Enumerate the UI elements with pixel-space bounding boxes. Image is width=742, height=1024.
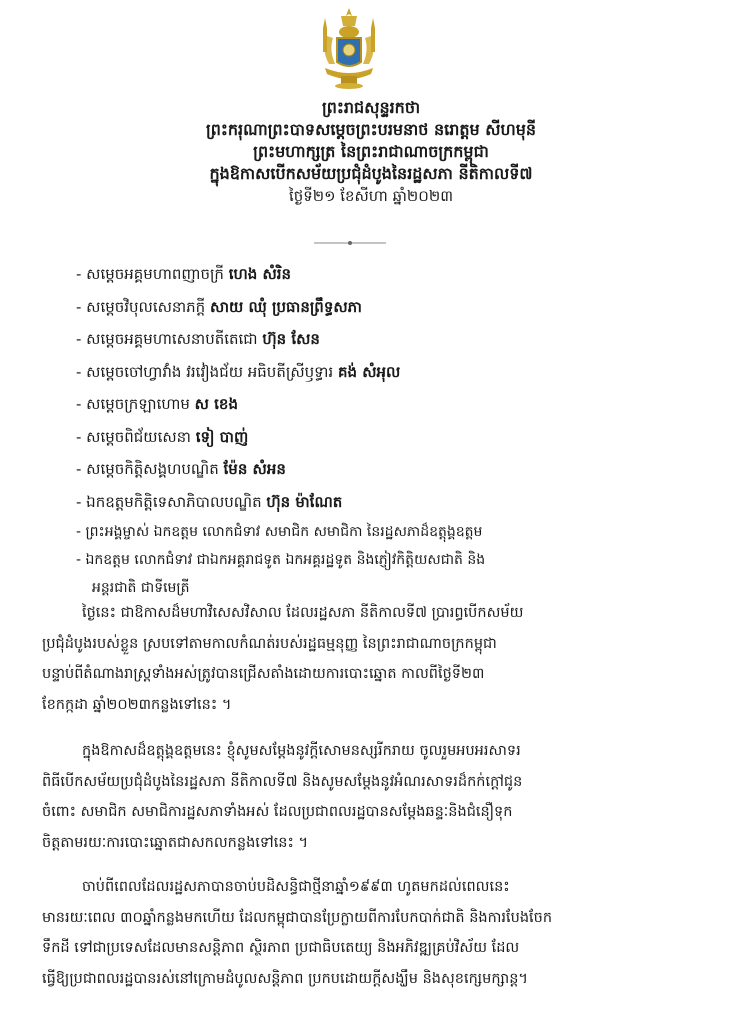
addressee-item: - ឯកឧត្តម លោកជំទាវ ជាឯកអគ្គរាជទូត ឯកអគ្គរដ្ឋទូត និងភ្ញៀវកិត្តិយសជាតិ និង	[76, 552, 486, 568]
addressee-item: - សម្តេចអគ្គមហាពញាចក្រី ហេង សំរិន	[76, 265, 292, 283]
speech-heading	[40, 97, 702, 207]
addressee-list	[76, 258, 716, 602]
paragraph-line: ពិធីបើកសម័យប្រជុំដំបូងនៃរដ្ឋសភា នីតិកាលទី៧ និងសូមសម្តែងនូវអំណរសាទរដ៏កក់ក្តៅជូន	[42, 773, 523, 790]
addressee-item: - សម្តេចអគ្គមហាសេនាបតីតេជោ ហ៊ុន សែន	[76, 330, 320, 348]
addressee-item: - ព្រះអង្គម្ចាស់ ឯកឧត្តម លោកជំទាវ សមាជិក សមាជិកា នៃរដ្ឋសភាដ៏ឧត្តុង្គឧត្តម	[76, 524, 483, 540]
paragraph-line: ធ្វើឱ្យប្រជាពលរដ្ឋបានរស់នៅក្រោមដំបូលសន្តិភាព ប្រកបដោយក្តីសង្ឃឹម និងសុខក្សេមក្សាន្ត។	[42, 970, 528, 987]
paragraph-line: ប្រជុំដំបូងរបស់ខ្លួន ស្របទៅតាមកាលកំណត់របស់រដ្ឋធម្មនុញ្ញ នៃព្រះរាជាណាចក្រកម្ពុជា	[42, 635, 497, 652]
paragraph-line: ចិត្តតាមរយៈការបោះឆ្នោតជាសកលកន្លងទៅនេះ ។	[42, 834, 309, 851]
paragraph-line: ចំពោះ សមាជិក សមាជិការដ្ឋសភាទាំងអស់ ដែលប្រជាពលរដ្ឋបានសម្តែងឆន្ទៈនិងជំនឿទុក	[42, 804, 513, 820]
body-paragraph-1	[42, 598, 716, 720]
paragraph-line: ចាប់ពីពេលដែលរដ្ឋសភាបានចាប់បដិសន្ធិជាថ្មីនាឆ្នាំ១៩៩៣ ហូតមកដល់ពេលនេះ	[82, 879, 510, 895]
speaker-role-line: ព្រះមហាក្សត្រ នៃព្រះរាជាណាចក្រកម្ពុជា	[253, 142, 489, 161]
ornamental-divider	[314, 238, 386, 248]
occasion-line: ក្នុងឱកាសបើកសម័យប្រជុំដំបូងនៃរដ្ឋសភា នីតិកាលទី៧	[209, 164, 533, 183]
royal-coat-of-arms-icon	[311, 6, 387, 90]
body-paragraph-3	[42, 872, 716, 994]
speaker-line: ព្រះករុណាព្រះបាទសម្តេចព្រះបរមនាថ នរោត្តម សីហមុនី	[205, 120, 537, 139]
addressee-item: - សម្តេចក្រឡាហោម ស ខេង	[76, 395, 238, 413]
addressee-item: - ឯកឧត្តមកិត្តិទេសាភិបាលបណ្ឌិត ហ៊ុន ម៉ាណែត	[76, 492, 343, 511]
paragraph-line: ទឹកដី ទៅជាប្រទេសដែលមានសន្តិភាព ស្ថិរភាព ប្រជាធិបតេយ្យ និងអភិវឌ្ឍគ្រប់វិស័យ ដែល	[42, 940, 520, 956]
paragraph-line: បន្ទាប់ពីតំណាងរាស្ត្រទាំងអស់ត្រូវបានជ្រើសតាំងដោយការបោះឆ្នោត កាលពីថ្ងៃទី២៣	[42, 666, 485, 682]
body-paragraph-2	[42, 736, 716, 858]
paragraph-line: ខែកក្កដា ឆ្នាំ២០២៣កន្លងទៅនេះ ។	[42, 696, 232, 713]
paragraph-line: មានរយៈពេល ៣០ឆ្នាំកន្លងមកហើយ ដែលកម្ពុជាបានប្រែក្លាយពីការបែកបាក់ជាតិ និងការបែងចែក	[42, 909, 553, 926]
addressee-item: - សម្តេចពិជ័យសេនា ទៀ បាញ់	[76, 427, 249, 446]
addressee-item: - សម្តេចចៅហ្វាវាំង វរវៀងជ័យ អធិបតីស្រីឫទ្ធារ គង់ សំអុល	[76, 362, 401, 381]
paragraph-line: ថ្ងៃនេះ ជាឱកាសដ៏មហាវិសេសវិសាល ដែលរដ្ឋសភា នីតិកាលទី៧ ប្រារព្ធបើកសម័យ	[82, 605, 524, 621]
speech-date: ថ្ងៃទី២១ ខែសីហា ឆ្នាំ២០២៣	[288, 187, 454, 205]
addressee-item: - សម្តេចវិបុលសេនាភក្តី សាយ ឈុំ ប្រធានព្រឹទ្ធសភា	[76, 297, 362, 316]
addressee-item-continued: អន្តរជាតិ ជាទីមេត្រី	[92, 580, 190, 596]
paragraph-line: ក្នុងឱកាសដ៏ឧត្តុង្គឧត្តមនេះ ខ្ញុំសូមសម្តែងនូវក្តីសោមនស្សរីករាយ ចូលរួមអបអរសាទរ	[82, 743, 521, 759]
speech-title: ព្រះរាជសុន្ទរកថា	[321, 98, 421, 117]
addressee-item: - សម្តេចកិត្តិសង្គហបណ្ឌិត ម៉ែន សំអន	[76, 460, 286, 478]
